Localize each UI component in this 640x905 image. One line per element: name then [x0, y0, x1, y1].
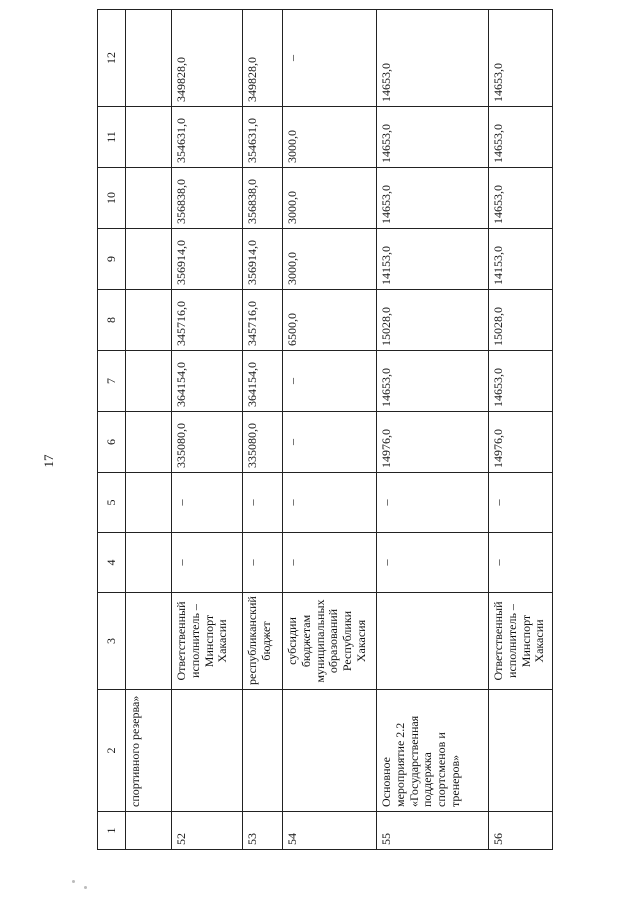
col-header: 2 — [98, 690, 126, 812]
scan-speck — [72, 880, 75, 883]
table-cell: – — [283, 473, 377, 533]
table-cell: 345716,0 — [172, 290, 243, 351]
table-cell: 3000,0 — [283, 107, 377, 168]
col-header: 6 — [98, 412, 126, 473]
table-cell — [126, 351, 172, 412]
funding-source: Ответственный исполнитель – Минспорт Хакасии — [172, 593, 243, 690]
row-number: 54 — [283, 812, 377, 850]
table-cell — [126, 10, 172, 107]
col-header: 11 — [98, 107, 126, 168]
table-cell: 15028,0 — [377, 290, 489, 351]
table-cell: – — [377, 533, 489, 593]
funding-source — [377, 593, 489, 690]
table-row — [489, 10, 553, 850]
table-cell: 15028,0 — [489, 290, 553, 351]
row-number: 55 — [377, 812, 489, 850]
table-cell: 14653,0 — [489, 351, 553, 412]
table-cell: – — [172, 533, 243, 593]
funding-source — [126, 593, 172, 690]
table-cell: 3000,0 — [283, 168, 377, 229]
program-item — [243, 690, 283, 812]
table-cell: 364154,0 — [243, 351, 283, 412]
table-cell: 335080,0 — [172, 412, 243, 473]
program-item: Основное мероприятие 2.2 «Государственная поддержка спортсменов и тренеров» — [377, 690, 489, 812]
table-cell — [126, 533, 172, 593]
program-item: спортивного резерва» — [126, 690, 172, 812]
table-cell: 14653,0 — [489, 107, 553, 168]
table-row — [172, 10, 243, 850]
table-cell: 14653,0 — [377, 107, 489, 168]
table-cell: 14153,0 — [489, 229, 553, 290]
col-header: 12 — [98, 10, 126, 107]
page-number: 17 — [41, 454, 56, 468]
col-header: 9 — [98, 229, 126, 290]
table-cell: – — [243, 533, 283, 593]
table-cell: 14653,0 — [377, 351, 489, 412]
table-cell — [126, 290, 172, 351]
table-cell: 349828,0 — [172, 10, 243, 107]
table-cell: 356838,0 — [243, 168, 283, 229]
table-cell: – — [283, 351, 377, 412]
col-header: 10 — [98, 168, 126, 229]
rotated-table-container — [97, 50, 552, 850]
table-cell: 345716,0 — [243, 290, 283, 351]
col-header: 5 — [98, 473, 126, 533]
table-cell — [126, 229, 172, 290]
table-cell: – — [489, 533, 553, 593]
table-cell: 14976,0 — [377, 412, 489, 473]
table-cell: 6500,0 — [283, 290, 377, 351]
program-item — [172, 690, 243, 812]
table-cell: – — [283, 533, 377, 593]
table-cell: 354631,0 — [172, 107, 243, 168]
table-header-row — [98, 10, 126, 850]
table-cell: 14653,0 — [489, 168, 553, 229]
financing-table — [97, 9, 553, 850]
table-row — [126, 10, 172, 850]
table-cell: 335080,0 — [243, 412, 283, 473]
table-cell — [126, 473, 172, 533]
col-header: 3 — [98, 593, 126, 690]
funding-source: Ответственный исполнитель – Минспорт Хакасии — [489, 593, 553, 690]
col-header: 7 — [98, 351, 126, 412]
table-cell: 14976,0 — [489, 412, 553, 473]
table-cell: 356914,0 — [243, 229, 283, 290]
table-cell: 349828,0 — [243, 10, 283, 107]
table-cell — [126, 107, 172, 168]
program-item — [489, 690, 553, 812]
table-cell: 14653,0 — [377, 168, 489, 229]
table-cell: 356914,0 — [172, 229, 243, 290]
funding-source: субсидии бюджетам муниципальных образований Республики Хакасия — [283, 593, 377, 690]
table-cell: 356838,0 — [172, 168, 243, 229]
table-cell: – — [172, 473, 243, 533]
funding-source: республиканский бюджет — [243, 593, 283, 690]
row-number — [126, 812, 172, 850]
program-item — [283, 690, 377, 812]
col-header: 4 — [98, 533, 126, 593]
table-cell: 3000,0 — [283, 229, 377, 290]
table-cell: 14153,0 — [377, 229, 489, 290]
col-header: 1 — [98, 812, 126, 850]
table-row — [283, 10, 377, 850]
table-cell: – — [283, 10, 377, 107]
table-cell — [126, 412, 172, 473]
table-cell: – — [283, 412, 377, 473]
table-row — [243, 10, 283, 850]
table-cell: – — [489, 473, 553, 533]
table-cell: 354631,0 — [243, 107, 283, 168]
table-row — [377, 10, 489, 850]
table-cell: 364154,0 — [172, 351, 243, 412]
row-number: 53 — [243, 812, 283, 850]
scan-speck — [84, 886, 87, 889]
row-number: 52 — [172, 812, 243, 850]
col-header: 8 — [98, 290, 126, 351]
table-cell: – — [243, 473, 283, 533]
table-cell: 14653,0 — [377, 10, 489, 107]
row-number: 56 — [489, 812, 553, 850]
table-cell — [126, 168, 172, 229]
table-cell: – — [377, 473, 489, 533]
table-cell: 14653,0 — [489, 10, 553, 107]
